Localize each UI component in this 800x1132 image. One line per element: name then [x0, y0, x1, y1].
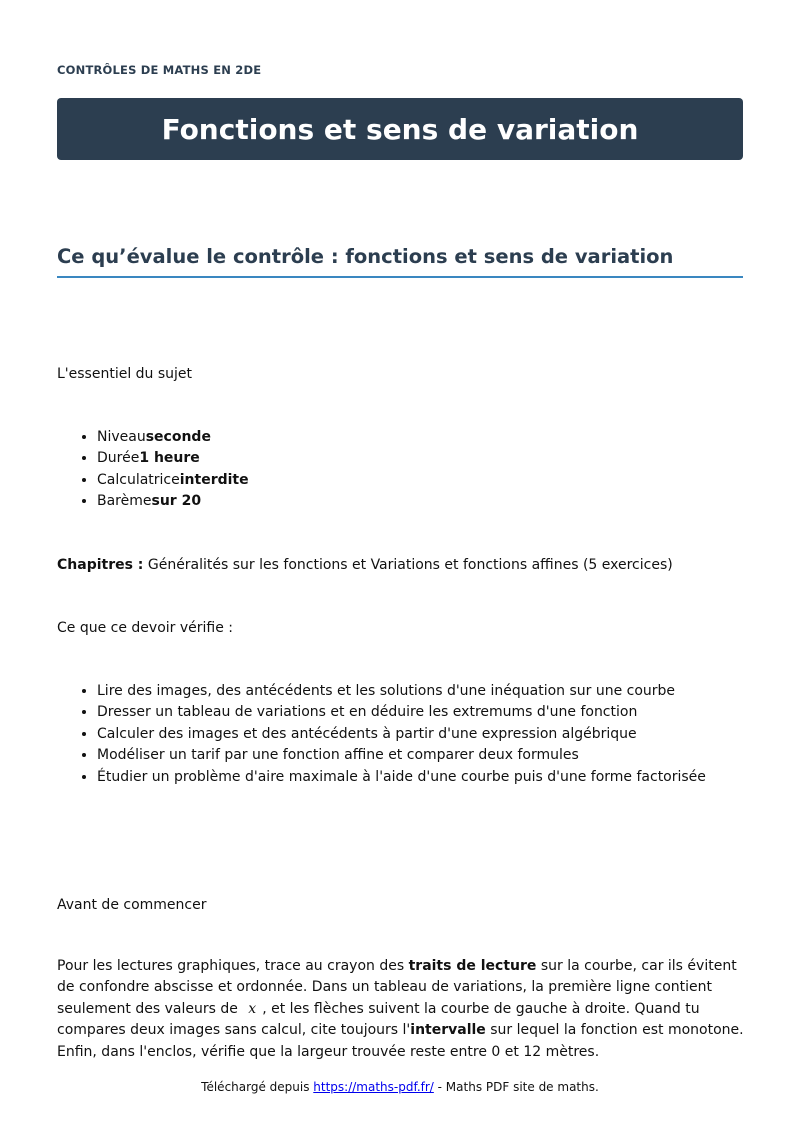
- chapters-line: [57, 557, 673, 573]
- section-title: Ce qu’évalue le contrôle : fonctions et sens de variation: [57, 245, 743, 278]
- series-kicker: CONTRÔLES DE MATHS EN 2DE: [57, 63, 262, 77]
- item-label: Durée: [97, 450, 140, 467]
- item-value: 1 heure: [139, 450, 200, 467]
- checks-heading: Ce que ce devoir vérifie :: [57, 620, 234, 636]
- chapters-label: Chapitres :: [57, 557, 144, 573]
- footer-link[interactable]: https://maths-pdf.fr/: [313, 1080, 434, 1094]
- list-item: • Dresser un tableau de variations et en déduire les extremums d'une fonction: [97, 702, 706, 723]
- advice-text-3: , et les flèches suivent la courbe de gauche à droite. Quand tu compares deux images sans calcul, cite toujours l': [57, 1000, 700, 1039]
- list-item: [97, 448, 249, 469]
- page-title: Fonctions et sens de variation: [161, 112, 639, 146]
- essentials-list: [57, 427, 249, 513]
- list-item: [97, 427, 249, 448]
- list-item: • Étudier un problème d'aire maximale à l'aide d'une courbe puis d'une forme factorisée: [97, 767, 706, 788]
- advice-bold-1: traits de lecture: [408, 958, 537, 974]
- advice-text-1: Pour les lectures graphiques, trace au crayon des: [57, 958, 409, 974]
- footer-suffix: - Maths PDF site de maths.: [433, 1080, 599, 1094]
- list-item: • Calculer des images et des antécédents à partir d'une expression algébrique: [97, 724, 706, 745]
- item-value: sur 20: [151, 493, 202, 510]
- item-label: Barème: [97, 493, 152, 510]
- advice-text-4: sur lequel la fonction est monotone. Enfin, dans l'enclos, vérifie que la largeur trouvée reste entre 0 et 12 mètres.: [57, 1022, 744, 1060]
- advice-text-2: sur la courbe, car ils évitent de confondre abscisse et ordonnée. Dans un tableau de variations, la première ligne contient seulement des valeurs de: [57, 958, 737, 1017]
- footer-prefix: Téléchargé depuis: [201, 1080, 314, 1094]
- title-banner: [57, 98, 743, 160]
- chapters-text: Généralités sur les fonctions et Variations et fonctions affines (5 exercices): [143, 557, 673, 573]
- advice-paragraph: [57, 956, 747, 1063]
- item-value: interdite: [179, 471, 249, 488]
- variable-x: x: [248, 1000, 257, 1017]
- footer: [0, 1080, 800, 1094]
- item-label: Calculatrice: [97, 471, 180, 488]
- list-item: [97, 470, 249, 491]
- checks-list: [57, 681, 706, 788]
- list-item: [97, 491, 249, 512]
- item-label: Niveau: [97, 429, 146, 445]
- essentials-heading: L'essentiel du sujet: [57, 366, 193, 382]
- advice-bold-2: intervalle: [410, 1022, 486, 1039]
- list-item: • Modéliser un tarif par une fonction affine et comparer deux formules: [97, 745, 706, 766]
- list-item: • Lire des images, des antécédents et les solutions d'une inéquation sur une courbe: [97, 681, 706, 702]
- item-value: seconde: [145, 429, 211, 445]
- before-heading: Avant de commencer: [57, 897, 207, 913]
